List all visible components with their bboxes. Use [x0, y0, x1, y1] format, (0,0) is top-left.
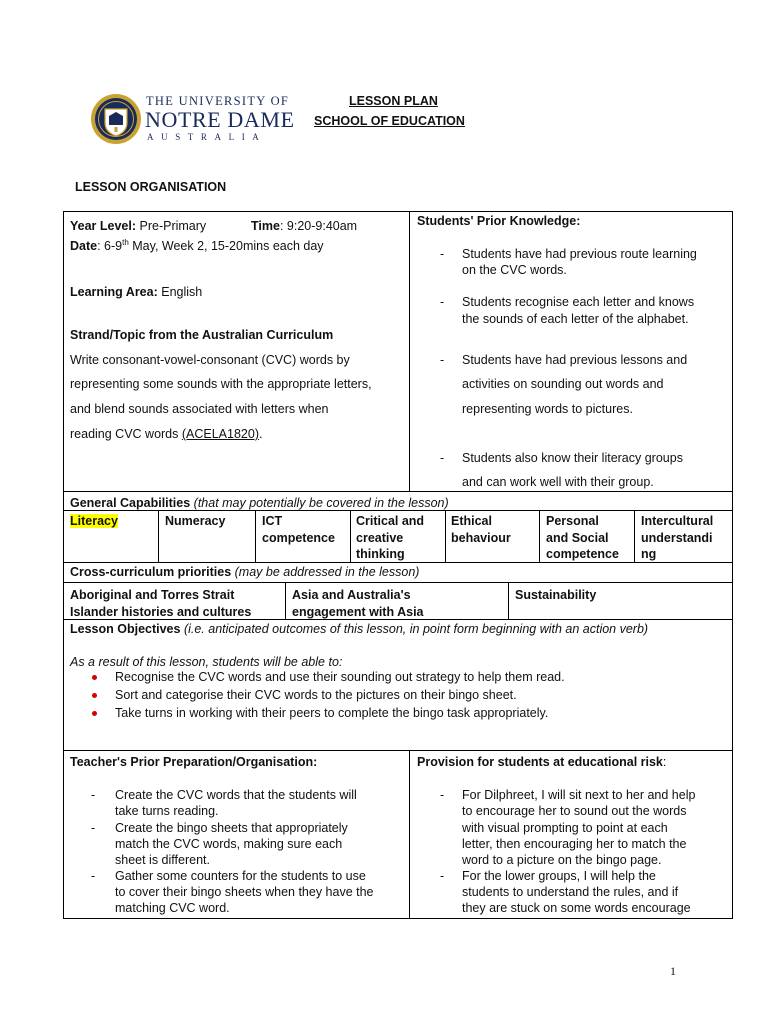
- capability-intercultural: Intercultural: [641, 514, 714, 528]
- cross-curriculum-heading: Cross-curriculum priorities: [70, 565, 232, 579]
- dash-bullet: -: [440, 353, 445, 367]
- strand-text-line: and blend sounds associated with letters when: [70, 402, 329, 416]
- provision-line: they are stuck on some words encourage: [462, 901, 691, 915]
- date-superscript: th: [122, 238, 129, 247]
- preparation-line: Create the bingo sheets that appropriately: [115, 821, 348, 835]
- objectives-heading-line: [70, 622, 648, 637]
- objective-item: Take turns in working with their peers to complete the bingo task appropriately.: [115, 706, 549, 720]
- date-line: [70, 235, 324, 254]
- objectives-intro: As a result of this lesson, students will be able to:: [70, 655, 343, 669]
- bullet-icon: [92, 675, 97, 680]
- priority-aboriginal: Islander histories and cultures: [70, 605, 252, 619]
- capability-ethical: Ethical: [451, 514, 492, 528]
- provision-heading: Provision for students at educational risk: [417, 755, 663, 769]
- column-divider: [445, 510, 446, 562]
- capability-intercultural: ng: [641, 547, 657, 561]
- university-logo: [90, 92, 295, 148]
- capability-personal-social: Personal: [546, 514, 599, 528]
- capability-ethical: behaviour: [451, 531, 511, 545]
- strand-text: reading CVC words: [70, 427, 182, 441]
- prior-knowledge-line: Students have had previous lessons and: [462, 353, 688, 367]
- learning-area-label: Learning Area:: [70, 285, 158, 299]
- column-divider: [409, 750, 410, 919]
- page-number: 1: [670, 964, 676, 978]
- provision-line: letter, then encouraging her to match the: [462, 837, 687, 851]
- provision-line: For the lower groups, I will help the: [462, 869, 656, 883]
- time-line: [251, 219, 357, 234]
- capabilities-heading-line: [70, 496, 449, 511]
- dash-bullet: -: [91, 869, 96, 883]
- time-value: : 9:20-9:40am: [279, 219, 358, 233]
- capability-critical-thinking: thinking: [356, 547, 405, 561]
- school-title: SCHOOL OF EDUCATION: [314, 114, 465, 128]
- capability-personal-social: and Social: [546, 531, 609, 545]
- column-divider: [409, 211, 410, 491]
- provision-line: to encourage her to sound out the words: [462, 804, 687, 818]
- preparation-line: Create the CVC words that the students will: [115, 788, 357, 802]
- strand-text-line: representing some sounds with the appropriate letters,: [70, 377, 372, 391]
- objective-item: Recognise the CVC words and use their sounding out strategy to help them read.: [115, 670, 565, 684]
- column-divider: [508, 582, 509, 619]
- column-divider: [350, 510, 351, 562]
- provision-line: word to a picture on the bingo page.: [462, 853, 662, 867]
- strand-period: .: [258, 427, 263, 441]
- provision-colon: :: [662, 755, 667, 769]
- capability-numeracy: Numeracy: [165, 514, 226, 528]
- preparation-line: match the CVC words, making sure each: [115, 837, 343, 851]
- year-level-label: Year Level:: [70, 219, 137, 233]
- objective-item: Sort and categorise their CVC words to the pictures on their bingo sheet.: [115, 688, 517, 702]
- learning-area-value: English: [161, 285, 203, 299]
- capability-literacy: Literacy: [70, 514, 118, 528]
- row-divider: [63, 582, 733, 583]
- capability-personal-social: competence: [546, 547, 619, 561]
- cross-curriculum-note: (may be addressed in the lesson): [231, 565, 420, 579]
- provision-heading-line: [417, 755, 666, 770]
- column-divider: [255, 510, 256, 562]
- strand-heading: Strand/Topic from the Australian Curriculum: [70, 328, 334, 342]
- learning-area-line: [70, 285, 202, 300]
- year-level-line: [70, 219, 206, 234]
- column-divider: [158, 510, 159, 562]
- preparation-line: matching CVC word.: [115, 901, 230, 915]
- capability-critical-thinking: Critical and: [356, 514, 425, 528]
- row-divider: [63, 562, 733, 563]
- preparation-line: take turns reading.: [115, 804, 219, 818]
- priority-sustainability: Sustainability: [515, 588, 597, 602]
- priority-aboriginal: Aboriginal and Torres Strait: [70, 588, 235, 602]
- prior-knowledge-line: Students have had previous route learning: [462, 247, 697, 261]
- logo-line1: THE UNIVERSITY OF: [146, 94, 290, 108]
- organisation-heading: LESSON ORGANISATION: [75, 180, 227, 194]
- column-divider: [539, 510, 540, 562]
- dash-bullet: -: [440, 247, 445, 261]
- preparation-line: to cover their bingo sheets when they have the: [115, 885, 374, 899]
- capability-critical-thinking: creative: [356, 531, 404, 545]
- column-divider: [285, 582, 286, 619]
- dash-bullet: -: [440, 788, 445, 802]
- prior-knowledge-line: and can work well with their group.: [462, 475, 654, 489]
- time-label: Time: [251, 219, 280, 233]
- prior-knowledge-line: Students also know their literacy groups: [462, 451, 683, 465]
- capability-ict: ICT: [262, 514, 283, 528]
- date-value: : 6-9: [97, 239, 123, 254]
- lesson-plan-title: LESSON PLAN: [349, 94, 438, 108]
- provision-line: students to understand the rules, and if: [462, 885, 679, 899]
- strand-text-line: [70, 427, 262, 442]
- prior-knowledge-line: activities on sounding out words and: [462, 377, 664, 391]
- dash-bullet: -: [440, 869, 445, 883]
- acara-code-link[interactable]: (ACELA1820): [181, 427, 259, 441]
- date-value-rest: May, Week 2, 15-20mins each day: [128, 239, 324, 254]
- provision-line: For Dilphreet, I will sit next to her and help: [462, 788, 696, 802]
- objectives-note: (i.e. anticipated outcomes of this lesson, in point form beginning with an action verb): [180, 622, 649, 636]
- dash-bullet: -: [440, 451, 445, 465]
- preparation-line: Gather some counters for the students to use: [115, 869, 366, 883]
- provision-line: with visual prompting to point at each: [462, 821, 668, 835]
- university-seal-icon: [90, 92, 142, 146]
- dash-bullet: -: [440, 295, 445, 309]
- priority-asia: engagement with Asia: [292, 605, 424, 619]
- prior-knowledge-line: representing words to pictures.: [462, 402, 633, 416]
- cross-curriculum-heading-line: [70, 565, 419, 580]
- prior-knowledge-line: Students recognise each letter and knows: [462, 295, 695, 309]
- column-divider: [634, 510, 635, 562]
- row-divider: [63, 491, 733, 492]
- date-label: Date: [70, 239, 98, 254]
- logo-line3: AUSTRALIA: [147, 132, 267, 142]
- capabilities-note: (that may potentially be covered in the lesson): [190, 496, 449, 510]
- capability-ict: competence: [262, 531, 335, 545]
- objectives-heading: Lesson Objectives: [70, 622, 181, 636]
- capability-intercultural: understandi: [641, 531, 713, 545]
- bullet-icon: [92, 711, 97, 716]
- capabilities-heading: General Capabilities: [70, 496, 191, 510]
- strand-text-line: Write consonant-vowel-consonant (CVC) words by: [70, 353, 350, 367]
- prior-knowledge-line: the sounds of each letter of the alphabet.: [462, 312, 689, 326]
- preparation-heading: Teacher's Prior Preparation/Organisation:: [70, 755, 318, 769]
- row-divider: [63, 750, 733, 751]
- year-level-value: Pre-Primary: [139, 219, 207, 233]
- preparation-line: sheet is different.: [115, 853, 210, 867]
- dash-bullet: -: [91, 821, 96, 835]
- priority-asia: Asia and Australia's: [292, 588, 411, 602]
- prior-knowledge-heading: Students' Prior Knowledge:: [417, 214, 581, 228]
- bullet-icon: [92, 693, 97, 698]
- dash-bullet: -: [91, 788, 96, 802]
- prior-knowledge-line: on the CVC words.: [462, 263, 567, 277]
- logo-line2: NOTRE DAME: [145, 107, 295, 132]
